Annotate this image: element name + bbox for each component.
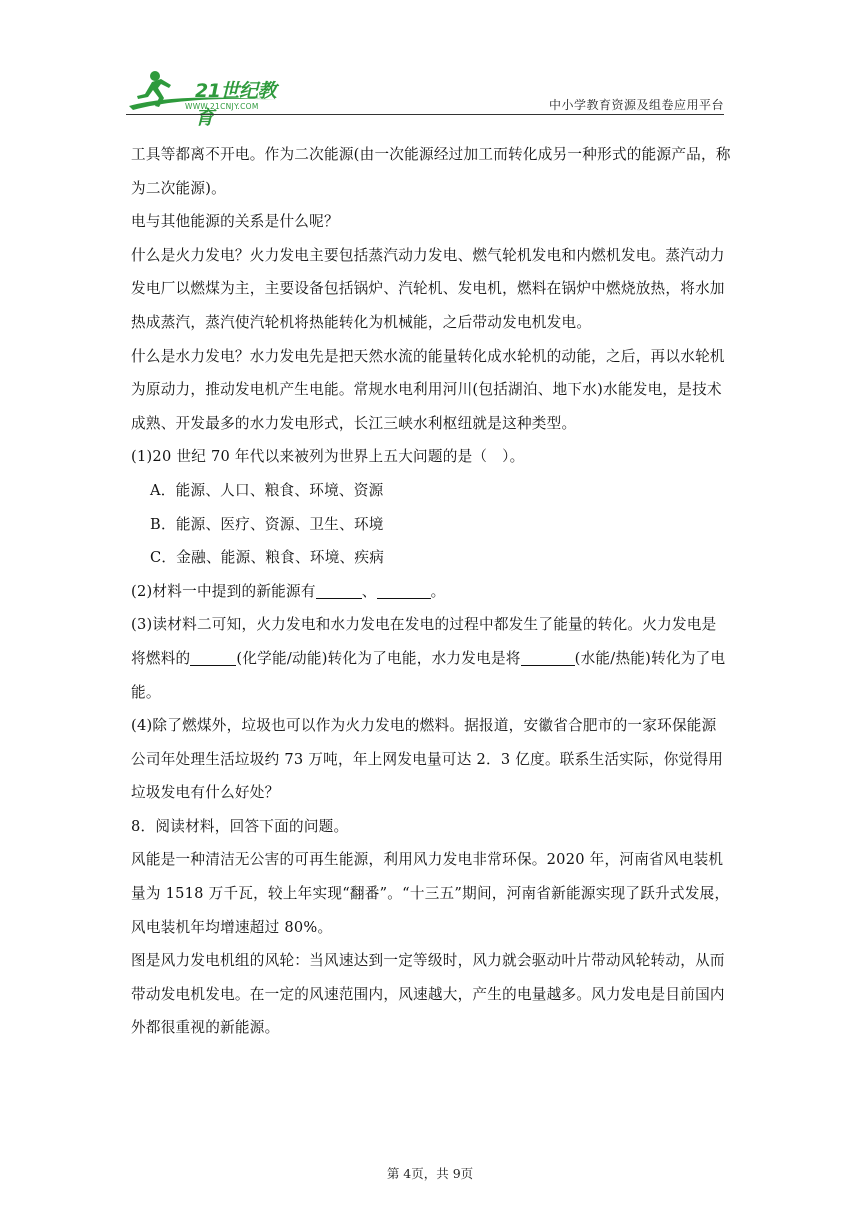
option-a: A．能源、人口、粮食、环境、资源	[150, 481, 384, 499]
question-2-end: 。	[430, 582, 446, 600]
question-2	[131, 575, 731, 609]
logo-url: WWW.21CNJY.COM	[185, 102, 259, 111]
header-divider	[126, 114, 724, 115]
paragraph: 风能是一种清洁无公害的可再生能源，利用风力发电非常环保。2020 年，河南省风电装机量为 1518 万千瓦，较上年实现“翻番”。“十三五”期间，河南省新能源实现了跃升式发展，风电装机年均增速超过 80%。	[131, 851, 730, 936]
page-number: 第 4页，共 9页	[386, 1166, 474, 1181]
question-8: 8．阅读材料，回答下面的问题。	[131, 817, 349, 835]
answer-blank[interactable]	[521, 647, 575, 666]
logo-text: 21世纪教育	[195, 80, 276, 129]
page-header	[0, 0, 860, 129]
question-3-text: (3)读材料二可知，火力发电和水力发电在发电的过程中都发生了能量的转化。火力发电是将燃料的	[131, 616, 717, 667]
answer-blank[interactable]	[316, 580, 362, 599]
question-3-mid: (化学能/动能)转化为了电能，水力发电是将	[236, 649, 521, 667]
question-1: (1)20 世纪 70 年代以来被列为世界上五大问题的是（ ）。	[131, 448, 525, 466]
site-logo[interactable]	[125, 66, 290, 129]
question-2-sep: 、	[361, 582, 377, 600]
paragraph: 什么是水力发电？水力发电先是把天然水流的能量转化成水轮机的动能，之后，再以水轮机为原动力，推动发电机产生电能。常规水电利用河川(包括湖泊、地下水)水能发电，是技术成熟、开发最多的水力发电形式，长江三峡水利枢纽就是这种类型。	[131, 347, 725, 432]
paragraph: 电与其他能源的关系是什么呢？	[131, 213, 339, 231]
answer-blank[interactable]	[377, 580, 431, 599]
option-c: C．金融、能源、粮食、环境、疾病	[150, 549, 385, 567]
question-4: (4)除了燃煤外，垃圾也可以作为火力发电的燃料。据报道，安徽省合肥市的一家环保能源公司年处理生活垃圾约 73 万吨，年上网发电量可达 2．3 亿度。联系生活实际，你觉得用垃圾发电有什么好处？	[131, 717, 724, 802]
paragraph: 工具等都离不开电。作为二次能源(由一次能源经过加工而转化成另一种形式的能源产品，称为二次能源)。	[131, 146, 731, 197]
answer-blank[interactable]	[190, 647, 236, 666]
paragraph: 图是风力发电机组的风轮：当风速达到一定等级时，风力就会驱动叶片带动风轮转动，从而带动发电机发电。在一定的风速范围内，风速越大，产生的电量越多。风力发电是目前国内外都很重视的新能源。	[131, 952, 725, 1037]
platform-name: 中小学教育资源及组卷应用平台	[548, 98, 724, 112]
paragraph: 什么是火力发电？火力发电主要包括蒸汽动力发电、燃气轮机发电和内燃机发电。蒸汽动力发电厂以燃煤为主，主要设备包括锅炉、汽轮机、发电机，燃料在锅炉中燃烧放热，将水加热成蒸汽，蒸汽使汽轮机将热能转化为机械能，之后带动发电机发电。	[131, 246, 725, 331]
option-b: B．能源、医疗、资源、卫生、环境	[150, 515, 384, 533]
question-3	[131, 608, 731, 709]
question-2-text: (2)材料一中提到的新能源有	[131, 582, 316, 600]
question-3-end: (水能/热能)转化为了电能。	[131, 649, 726, 701]
document-body	[131, 138, 731, 1045]
